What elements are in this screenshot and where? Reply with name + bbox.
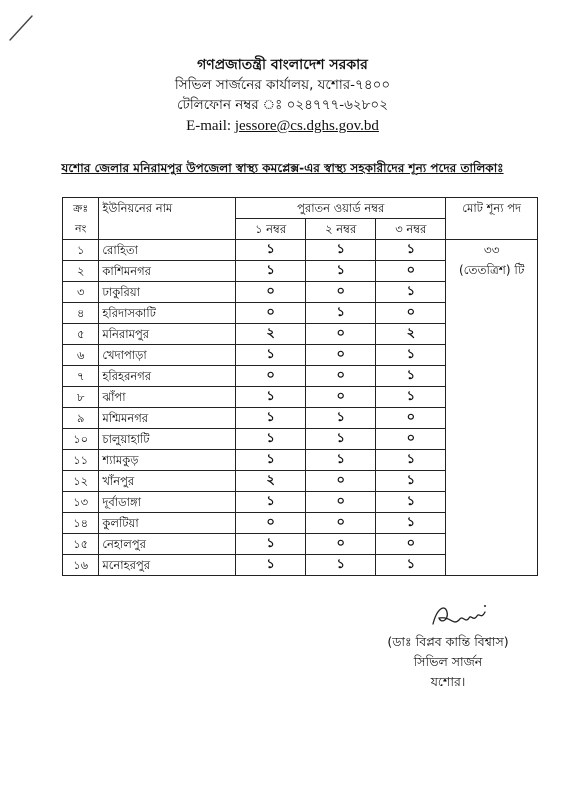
ward-1-cell: ০ [236, 303, 306, 324]
ward-3-cell: ০ [376, 534, 446, 555]
ward-3-cell: ১ [376, 471, 446, 492]
signatory-name: (ডাঃ বিপ্লব কান্তি বিশ্বাস) [387, 634, 509, 649]
ward-2-cell: ০ [306, 282, 376, 303]
union-name-cell: চালুয়াহাটি [99, 429, 236, 450]
ward-1-cell: ১ [236, 555, 306, 576]
ward-2-cell: ০ [306, 366, 376, 387]
ward-3-cell: ০ [376, 303, 446, 324]
table-header-row [63, 198, 538, 219]
ward-3-cell: ১ [376, 240, 446, 261]
table-title: যশোর জেলার মনিরামপুর উপজেলা স্বাস্থ্য কমপ্লেক্স-এর স্বাস্থ্য সহকারীদের শূন্য পদের তালিকাঃ [61, 161, 504, 175]
ward-1-cell: ১ [236, 261, 306, 282]
ward-2-cell: ০ [306, 492, 376, 513]
ward-2-cell: ০ [306, 534, 376, 555]
union-name-cell: ঢাকুরিয়া [99, 282, 236, 303]
government-name: গণপ্রজাতন্ত্রী বাংলাদেশ সরকার [197, 57, 368, 73]
union-name-cell: রোহিতা [99, 240, 236, 261]
serial-cell: ৩ [63, 282, 99, 303]
ward-1-cell: ০ [236, 513, 306, 534]
ward-1-cell: ১ [236, 429, 306, 450]
ward-2-cell: ০ [306, 387, 376, 408]
total-in-words: (তেতত্রিশ) টি [459, 263, 525, 277]
union-name-cell: হরিহরনগর [99, 366, 236, 387]
ward-1-cell: ১ [236, 240, 306, 261]
ward-1-cell: ২ [236, 324, 306, 345]
email-line [0, 115, 565, 137]
serial-cell: ১১ [63, 450, 99, 471]
serial-cell: ১২ [63, 471, 99, 492]
serial-cell: ১০ [63, 429, 99, 450]
ward-2-cell: ০ [306, 513, 376, 534]
ward-1-cell: ১ [236, 492, 306, 513]
serial-cell: ১৬ [63, 555, 99, 576]
ward-group-header: পুরাতন ওয়ার্ড নম্বর [236, 198, 446, 219]
ward-2-cell: ০ [306, 345, 376, 366]
serial-cell: ১৩ [63, 492, 99, 513]
total-value: ৩৩ [483, 243, 500, 257]
union-name-cell: শ্যামকুড় [99, 450, 236, 471]
vacancy-table [62, 197, 538, 576]
table-row [63, 240, 538, 261]
ward-2-cell: ১ [306, 303, 376, 324]
ward-1-cell: ১ [236, 450, 306, 471]
office-name: সিভিল সার্জনের কার্যালয়, যশোর-৭৪০০ [174, 77, 391, 93]
union-name-cell: মশ্মিমনগর [99, 408, 236, 429]
union-name-cell: কুলটিয়া [99, 513, 236, 534]
ward-3-cell: ১ [376, 282, 446, 303]
phone-number: টেলিফোন নম্বর ঃ ০২৪৭৭৭-৬২৮০২ [176, 97, 388, 113]
ward-3-cell: ১ [376, 387, 446, 408]
ward-3-cell: ১ [376, 513, 446, 534]
serial-cell: ৮ [63, 387, 99, 408]
ward-1-cell: ১ [236, 345, 306, 366]
serial-cell: ৪ [63, 303, 99, 324]
ward-2-cell: ০ [306, 471, 376, 492]
union-name-cell: হরিদাসকাটি [99, 303, 236, 324]
union-name-cell: দূর্বাডাঙ্গা [99, 492, 236, 513]
union-name-cell: মনিরামপুর [99, 324, 236, 345]
ward-1-cell: ১ [236, 408, 306, 429]
serial-cell: ৬ [63, 345, 99, 366]
ward-3-cell: ২ [376, 324, 446, 345]
ward-2-cell: ০ [306, 324, 376, 345]
ward-3-header: ৩ নম্বর [376, 219, 446, 240]
union-header: ইউনিয়নের নাম [99, 198, 236, 240]
ward-3-cell: ১ [376, 555, 446, 576]
total-header: মোট শূন্য পদ [446, 198, 538, 240]
ward-1-cell: ২ [236, 471, 306, 492]
handwritten-signature [393, 598, 503, 632]
table-body [63, 240, 538, 576]
ward-3-cell: ১ [376, 450, 446, 471]
serial-cell: ১৫ [63, 534, 99, 555]
ward-3-cell: ০ [376, 261, 446, 282]
email-address[interactable]: jessore@cs.dghs.gov.bd [234, 118, 379, 134]
total-cell [446, 240, 538, 576]
ward-2-cell: ১ [306, 408, 376, 429]
ward-2-cell: ১ [306, 261, 376, 282]
union-name-cell: খাঁনপুর [99, 471, 236, 492]
serial-cell: ৫ [63, 324, 99, 345]
ward-2-cell: ১ [306, 240, 376, 261]
signature-block [348, 598, 548, 692]
ward-2-cell: ১ [306, 450, 376, 471]
serial-cell: ৭ [63, 366, 99, 387]
ward-1-header: ১ নম্বর [236, 219, 306, 240]
serial-cell: ২ [63, 261, 99, 282]
union-name-cell: খেদাপাড়া [99, 345, 236, 366]
union-name-cell: কাশিমনগর [99, 261, 236, 282]
union-name-cell: মনোহরপুর [99, 555, 236, 576]
pen-mark [6, 10, 36, 42]
serial-header: ক্রঃ নং [63, 198, 99, 240]
ward-1-cell: ১ [236, 534, 306, 555]
ward-3-cell: ১ [376, 345, 446, 366]
signatory-designation: সিভিল সার্জন [413, 654, 483, 669]
union-name-cell: নেহালপুর [99, 534, 236, 555]
serial-cell: ১ [63, 240, 99, 261]
letterhead [0, 55, 565, 137]
union-name-cell: ঝাঁপা [99, 387, 236, 408]
ward-2-cell: ১ [306, 555, 376, 576]
serial-cell: ১৪ [63, 513, 99, 534]
ward-1-cell: ০ [236, 366, 306, 387]
signatory-location: যশোর। [430, 674, 466, 689]
email-label: E-mail: [186, 118, 232, 134]
ward-1-cell: ০ [236, 282, 306, 303]
serial-cell: ৯ [63, 408, 99, 429]
ward-3-cell: ১ [376, 366, 446, 387]
ward-3-cell: ১ [376, 492, 446, 513]
ward-2-header: ২ নম্বর [306, 219, 376, 240]
ward-3-cell: ০ [376, 429, 446, 450]
ward-2-cell: ১ [306, 429, 376, 450]
ward-3-cell: ০ [376, 408, 446, 429]
ward-1-cell: ১ [236, 387, 306, 408]
